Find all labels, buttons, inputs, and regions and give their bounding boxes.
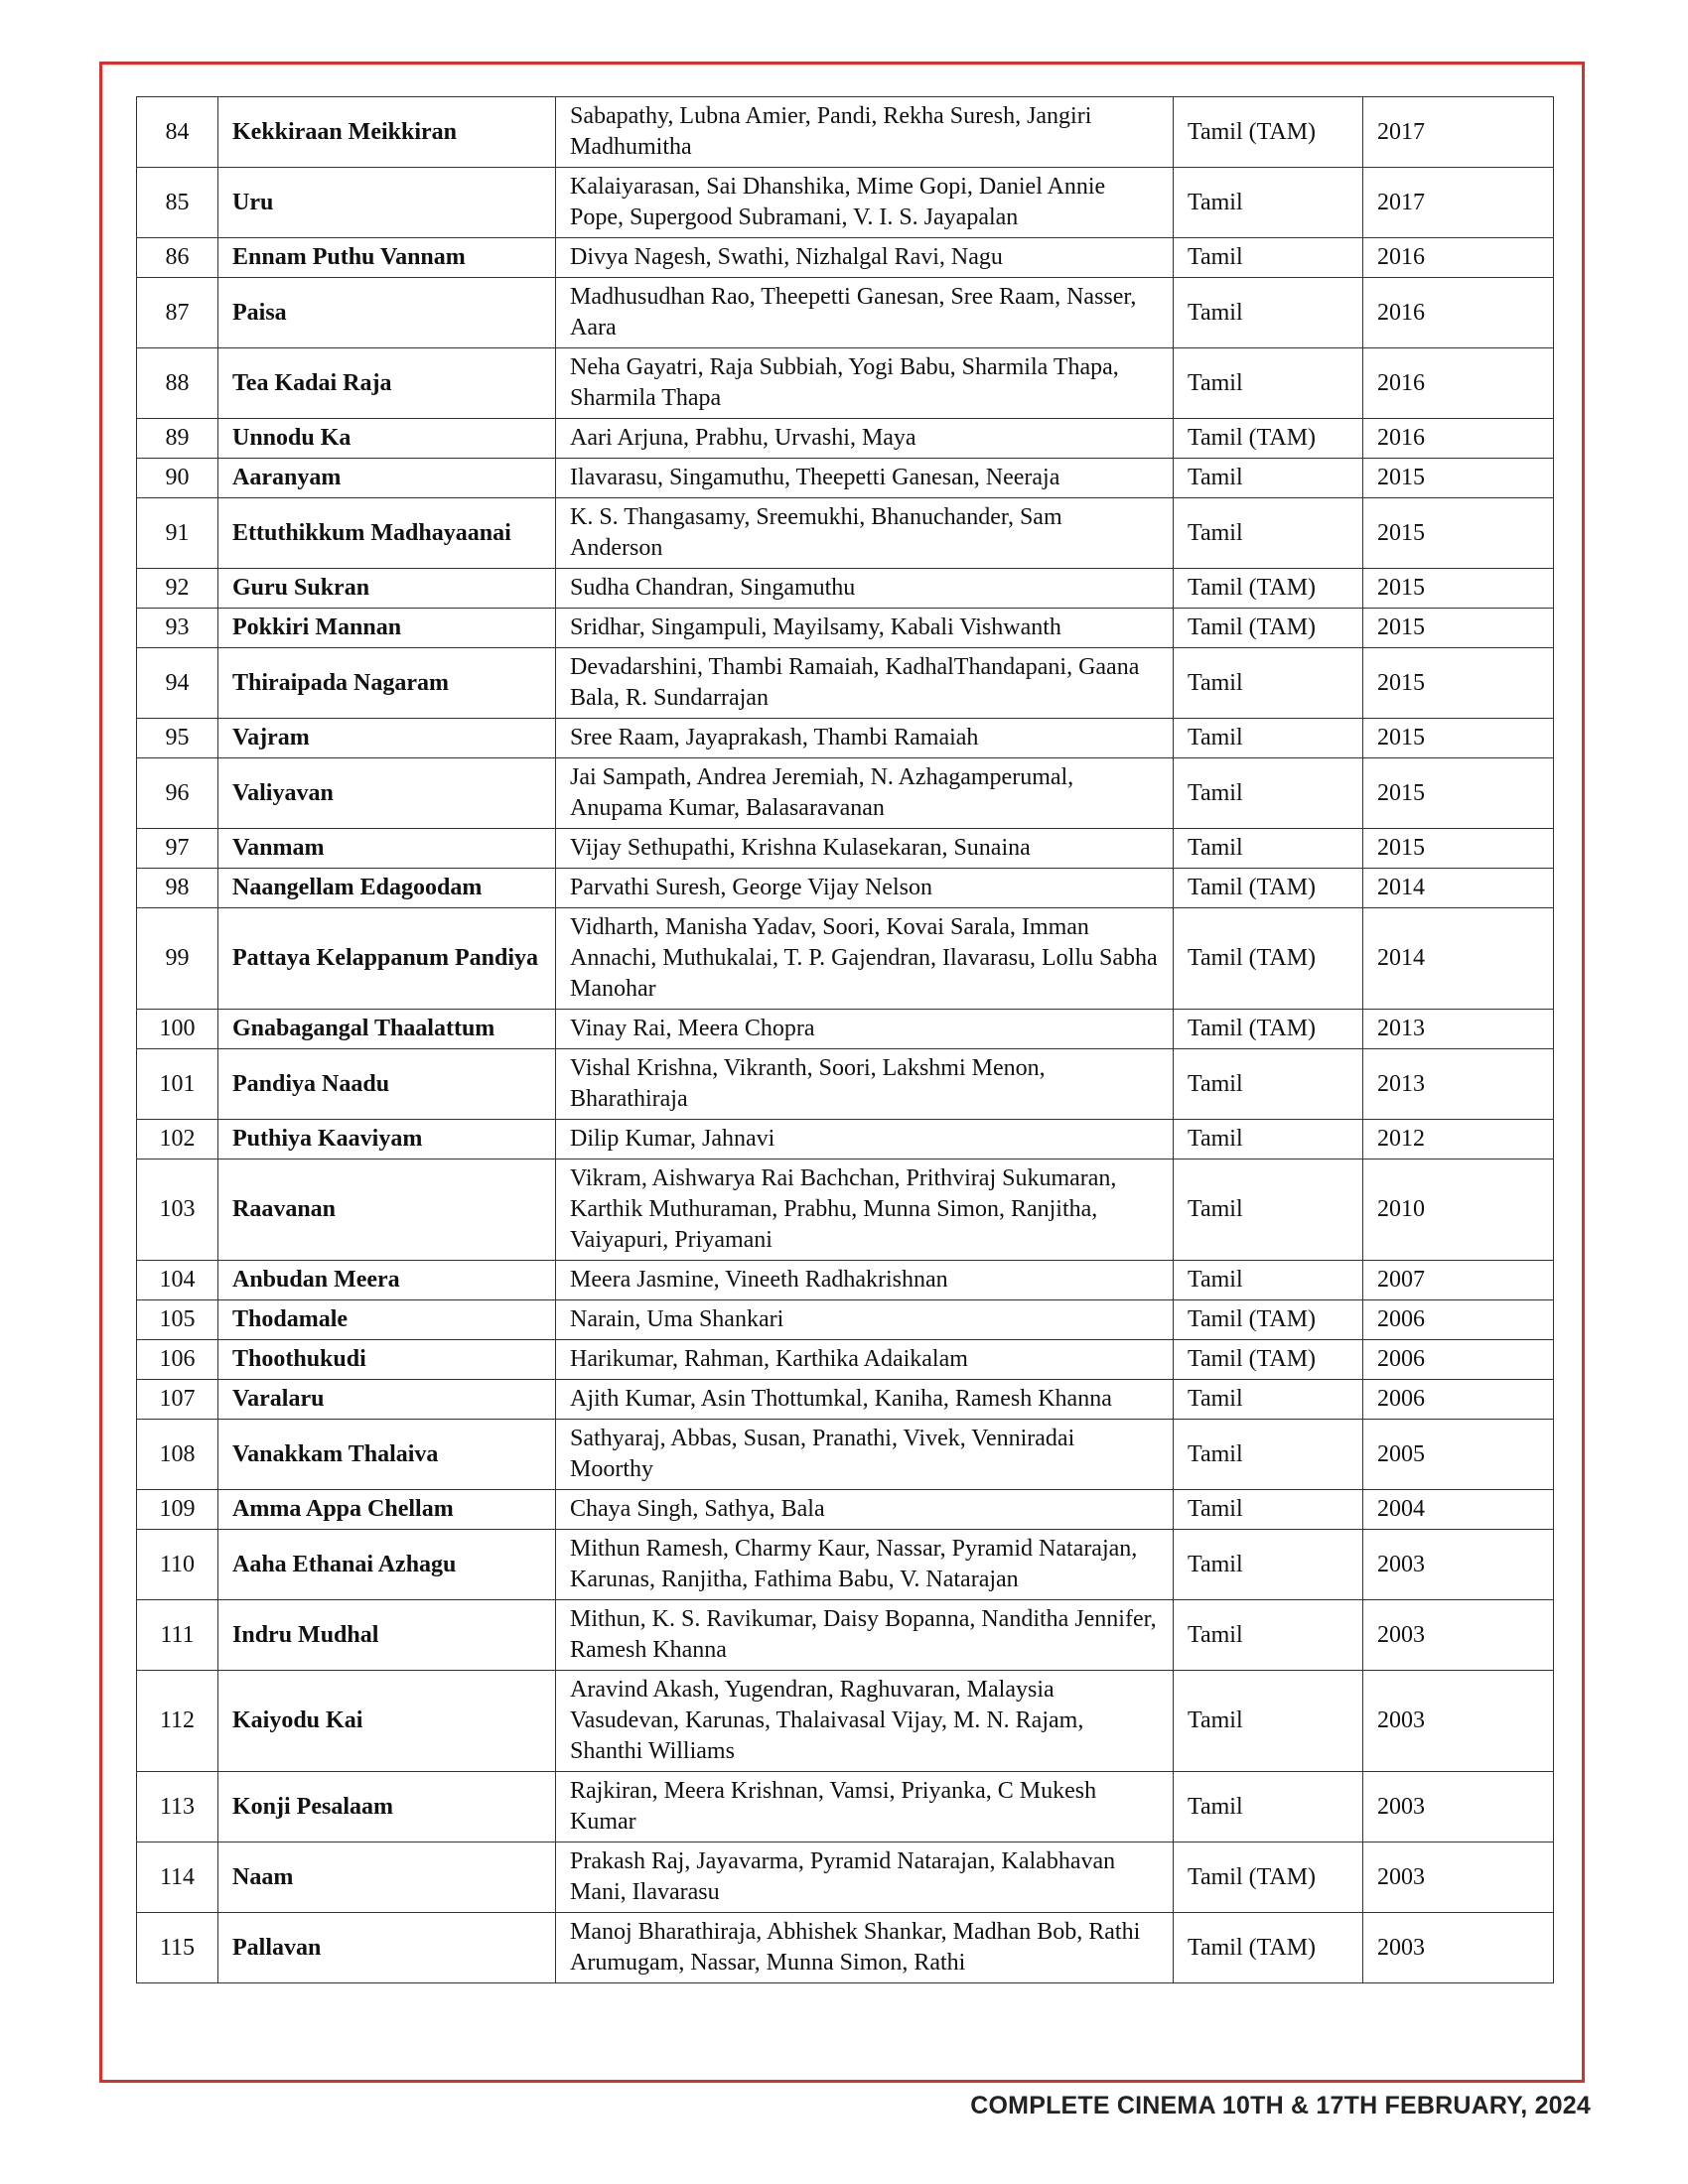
film-year: 2015 (1363, 459, 1554, 498)
film-year: 2016 (1363, 419, 1554, 459)
row-number: 104 (137, 1261, 218, 1300)
film-title: Ennam Puthu Vannam (218, 238, 556, 278)
row-number: 98 (137, 869, 218, 908)
row-number: 115 (137, 1913, 218, 1983)
film-year: 2016 (1363, 238, 1554, 278)
film-title: Valiyavan (218, 758, 556, 829)
table-row (137, 569, 1554, 609)
table-row (137, 1490, 1554, 1530)
table-row (137, 1671, 1554, 1772)
row-number: 87 (137, 278, 218, 348)
film-year: 2017 (1363, 97, 1554, 168)
film-language: Tamil (TAM) (1174, 1300, 1363, 1340)
film-language: Tamil (TAM) (1174, 1010, 1363, 1049)
film-language: Tamil (1174, 348, 1363, 419)
row-number: 85 (137, 168, 218, 238)
film-language: Tamil (1174, 1490, 1363, 1530)
film-cast: Chaya Singh, Sathya, Bala (556, 1490, 1174, 1530)
film-cast: Kalaiyarasan, Sai Dhanshika, Mime Gopi, Daniel Annie Pope, Supergood Subramani, V. I. S. Jayapalan (556, 168, 1174, 238)
table-row (137, 1913, 1554, 1983)
film-cast: Vidharth, Manisha Yadav, Soori, Kovai Sarala, Imman Annachi, Muthukalai, T. P. Gajendran, Ilavarasu, Lollu Sabha Manohar (556, 908, 1174, 1010)
table-row (137, 1843, 1554, 1913)
film-year: 2015 (1363, 609, 1554, 648)
film-year: 2017 (1363, 168, 1554, 238)
film-language: Tamil (1174, 1530, 1363, 1600)
film-cast: Divya Nagesh, Swathi, Nizhalgal Ravi, Nagu (556, 238, 1174, 278)
film-cast: Meera Jasmine, Vineeth Radhakrishnan (556, 1261, 1174, 1300)
film-language: Tamil (1174, 648, 1363, 719)
row-number: 90 (137, 459, 218, 498)
film-title: Vajram (218, 719, 556, 758)
table-row (137, 829, 1554, 869)
film-title: Vanakkam Thalaiva (218, 1420, 556, 1490)
film-language: Tamil (TAM) (1174, 1913, 1363, 1983)
film-language: Tamil (TAM) (1174, 1340, 1363, 1380)
film-year: 2015 (1363, 498, 1554, 569)
table-row (137, 609, 1554, 648)
film-year: 2003 (1363, 1843, 1554, 1913)
table-row (137, 459, 1554, 498)
row-number: 86 (137, 238, 218, 278)
film-language: Tamil (1174, 1772, 1363, 1843)
table-row (137, 498, 1554, 569)
table-row (137, 719, 1554, 758)
film-language: Tamil (1174, 459, 1363, 498)
film-year: 2005 (1363, 1420, 1554, 1490)
film-title: Pallavan (218, 1913, 556, 1983)
table-row (137, 1160, 1554, 1261)
film-cast: Neha Gayatri, Raja Subbiah, Yogi Babu, Sharmila Thapa, Sharmila Thapa (556, 348, 1174, 419)
film-year: 2004 (1363, 1490, 1554, 1530)
film-title: Indru Mudhal (218, 1600, 556, 1671)
row-number: 105 (137, 1300, 218, 1340)
table-row (137, 648, 1554, 719)
film-title: Pokkiri Mannan (218, 609, 556, 648)
film-language: Tamil (1174, 1671, 1363, 1772)
film-language: Tamil (1174, 238, 1363, 278)
film-cast: Dilip Kumar, Jahnavi (556, 1120, 1174, 1160)
film-title: Ettuthikkum Madhayaanai (218, 498, 556, 569)
row-number: 102 (137, 1120, 218, 1160)
film-cast: Ajith Kumar, Asin Thottumkal, Kaniha, Ramesh Khanna (556, 1380, 1174, 1420)
film-title: Aaha Ethanai Azhagu (218, 1530, 556, 1600)
film-year: 2014 (1363, 869, 1554, 908)
row-number: 110 (137, 1530, 218, 1600)
film-title: Thiraipada Nagaram (218, 648, 556, 719)
film-year: 2016 (1363, 348, 1554, 419)
row-number: 97 (137, 829, 218, 869)
film-cast: Mithun Ramesh, Charmy Kaur, Nassar, Pyramid Natarajan, Karunas, Ranjitha, Fathima Babu, V. Natarajan (556, 1530, 1174, 1600)
film-year: 2015 (1363, 829, 1554, 869)
row-number: 99 (137, 908, 218, 1010)
film-title: Konji Pesalaam (218, 1772, 556, 1843)
film-language: Tamil (TAM) (1174, 419, 1363, 459)
film-title: Kekkiraan Meikkiran (218, 97, 556, 168)
film-title: Guru Sukran (218, 569, 556, 609)
film-cast: K. S. Thangasamy, Sreemukhi, Bhanuchander, Sam Anderson (556, 498, 1174, 569)
film-year: 2003 (1363, 1600, 1554, 1671)
film-language: Tamil (1174, 1261, 1363, 1300)
row-number: 93 (137, 609, 218, 648)
table-row (137, 278, 1554, 348)
film-title: Naam (218, 1843, 556, 1913)
film-cast: Vijay Sethupathi, Krishna Kulasekaran, Sunaina (556, 829, 1174, 869)
film-year: 2006 (1363, 1300, 1554, 1340)
film-language: Tamil (1174, 1160, 1363, 1261)
table-row (137, 1380, 1554, 1420)
table-row (137, 1261, 1554, 1300)
table-row (137, 1772, 1554, 1843)
film-language: Tamil (1174, 758, 1363, 829)
film-year: 2006 (1363, 1380, 1554, 1420)
film-language: Tamil (TAM) (1174, 869, 1363, 908)
row-number: 106 (137, 1340, 218, 1380)
film-language: Tamil (1174, 168, 1363, 238)
film-cast: Narain, Uma Shankari (556, 1300, 1174, 1340)
table-row (137, 168, 1554, 238)
film-title: Thoothukudi (218, 1340, 556, 1380)
film-language: Tamil (TAM) (1174, 97, 1363, 168)
row-number: 103 (137, 1160, 218, 1261)
row-number: 94 (137, 648, 218, 719)
film-language: Tamil (TAM) (1174, 908, 1363, 1010)
film-language: Tamil (1174, 1380, 1363, 1420)
film-title: Tea Kadai Raja (218, 348, 556, 419)
row-number: 88 (137, 348, 218, 419)
film-language: Tamil (1174, 1600, 1363, 1671)
film-language: Tamil (1174, 1120, 1363, 1160)
film-title: Gnabagangal Thaalattum (218, 1010, 556, 1049)
film-cast: Aari Arjuna, Prabhu, Urvashi, Maya (556, 419, 1174, 459)
row-number: 89 (137, 419, 218, 459)
film-year: 2003 (1363, 1530, 1554, 1600)
row-number: 100 (137, 1010, 218, 1049)
film-year: 2015 (1363, 648, 1554, 719)
film-cast: Sabapathy, Lubna Amier, Pandi, Rekha Suresh, Jangiri Madhumitha (556, 97, 1174, 168)
film-language: Tamil (1174, 829, 1363, 869)
film-title: Puthiya Kaaviyam (218, 1120, 556, 1160)
film-year: 2015 (1363, 719, 1554, 758)
film-year: 2003 (1363, 1772, 1554, 1843)
film-language: Tamil (TAM) (1174, 1843, 1363, 1913)
film-year: 2007 (1363, 1261, 1554, 1300)
film-cast: Vishal Krishna, Vikranth, Soori, Lakshmi Menon, Bharathiraja (556, 1049, 1174, 1120)
film-year: 2003 (1363, 1913, 1554, 1983)
row-number: 91 (137, 498, 218, 569)
row-number: 101 (137, 1049, 218, 1120)
table-row (137, 869, 1554, 908)
table-row (137, 1049, 1554, 1120)
row-number: 113 (137, 1772, 218, 1843)
film-title: Pattaya Kelappanum Pandiya (218, 908, 556, 1010)
page-footer: COMPLETE CINEMA 10TH & 17TH FEBRUARY, 2024 (970, 2092, 1591, 2119)
film-cast: Sathyaraj, Abbas, Susan, Pranathi, Vivek, Venniradai Moorthy (556, 1420, 1174, 1490)
table-row (137, 758, 1554, 829)
row-number: 107 (137, 1380, 218, 1420)
film-cast: Aravind Akash, Yugendran, Raghuvaran, Malaysia Vasudevan, Karunas, Thalaivasal Vijay, M. N. Rajam, Shanthi Williams (556, 1671, 1174, 1772)
table-row (137, 238, 1554, 278)
film-year: 2013 (1363, 1010, 1554, 1049)
film-cast: Jai Sampath, Andrea Jeremiah, N. Azhagamperumal, Anupama Kumar, Balasaravanan (556, 758, 1174, 829)
film-cast: Prakash Raj, Jayavarma, Pyramid Natarajan, Kalabhavan Mani, Ilavarasu (556, 1843, 1174, 1913)
table-row (137, 908, 1554, 1010)
table-row (137, 419, 1554, 459)
film-table-body (137, 97, 1554, 1983)
film-language: Tamil (1174, 1049, 1363, 1120)
film-title: Paisa (218, 278, 556, 348)
table-row (137, 1420, 1554, 1490)
row-number: 112 (137, 1671, 218, 1772)
film-language: Tamil (1174, 719, 1363, 758)
table-row (137, 97, 1554, 168)
film-year: 2015 (1363, 569, 1554, 609)
film-title: Thodamale (218, 1300, 556, 1340)
film-year: 2006 (1363, 1340, 1554, 1380)
table-row (137, 1300, 1554, 1340)
film-cast: Parvathi Suresh, George Vijay Nelson (556, 869, 1174, 908)
table-row (137, 348, 1554, 419)
film-title: Varalaru (218, 1380, 556, 1420)
film-title: Aaranyam (218, 459, 556, 498)
film-year: 2012 (1363, 1120, 1554, 1160)
film-language: Tamil (1174, 1420, 1363, 1490)
row-number: 92 (137, 569, 218, 609)
table-row (137, 1010, 1554, 1049)
film-language: Tamil (TAM) (1174, 609, 1363, 648)
row-number: 84 (137, 97, 218, 168)
film-title: Uru (218, 168, 556, 238)
row-number: 96 (137, 758, 218, 829)
film-cast: Harikumar, Rahman, Karthika Adaikalam (556, 1340, 1174, 1380)
film-title: Raavanan (218, 1160, 556, 1261)
film-cast: Vinay Rai, Meera Chopra (556, 1010, 1174, 1049)
film-year: 2010 (1363, 1160, 1554, 1261)
film-year: 2014 (1363, 908, 1554, 1010)
film-year: 2013 (1363, 1049, 1554, 1120)
film-title: Unnodu Ka (218, 419, 556, 459)
film-cast: Sree Raam, Jayaprakash, Thambi Ramaiah (556, 719, 1174, 758)
film-cast: Vikram, Aishwarya Rai Bachchan, Prithviraj Sukumaran, Karthik Muthuraman, Prabhu, Munna Simon, Ranjitha, Vaiyapuri, Priyamani (556, 1160, 1174, 1261)
table-row (137, 1340, 1554, 1380)
film-language: Tamil (1174, 278, 1363, 348)
film-language: Tamil (TAM) (1174, 569, 1363, 609)
film-cast: Devadarshini, Thambi Ramaiah, KadhalThandapani, Gaana Bala, R. Sundarrajan (556, 648, 1174, 719)
film-title: Naangellam Edagoodam (218, 869, 556, 908)
film-cast: Ilavarasu, Singamuthu, Theepetti Ganesan, Neeraja (556, 459, 1174, 498)
row-number: 108 (137, 1420, 218, 1490)
film-language: Tamil (1174, 498, 1363, 569)
film-title: Kaiyodu Kai (218, 1671, 556, 1772)
film-cast: Madhusudhan Rao, Theepetti Ganesan, Sree Raam, Nasser, Aara (556, 278, 1174, 348)
film-title: Anbudan Meera (218, 1261, 556, 1300)
film-title: Vanmam (218, 829, 556, 869)
table-row (137, 1600, 1554, 1671)
film-table (136, 96, 1554, 1983)
row-number: 111 (137, 1600, 218, 1671)
film-title: Amma Appa Chellam (218, 1490, 556, 1530)
table-row (137, 1530, 1554, 1600)
film-cast: Sridhar, Singampuli, Mayilsamy, Kabali Vishwanth (556, 609, 1174, 648)
film-cast: Rajkiran, Meera Krishnan, Vamsi, Priyanka, C Mukesh Kumar (556, 1772, 1174, 1843)
film-year: 2003 (1363, 1671, 1554, 1772)
row-number: 109 (137, 1490, 218, 1530)
row-number: 114 (137, 1843, 218, 1913)
film-cast: Sudha Chandran, Singamuthu (556, 569, 1174, 609)
film-title: Pandiya Naadu (218, 1049, 556, 1120)
film-year: 2015 (1363, 758, 1554, 829)
film-year: 2016 (1363, 278, 1554, 348)
table-row (137, 1120, 1554, 1160)
film-cast: Manoj Bharathiraja, Abhishek Shankar, Madhan Bob, Rathi Arumugam, Nassar, Munna Simon, Rathi (556, 1913, 1174, 1983)
film-cast: Mithun, K. S. Ravikumar, Daisy Bopanna, Nanditha Jennifer, Ramesh Khanna (556, 1600, 1174, 1671)
row-number: 95 (137, 719, 218, 758)
